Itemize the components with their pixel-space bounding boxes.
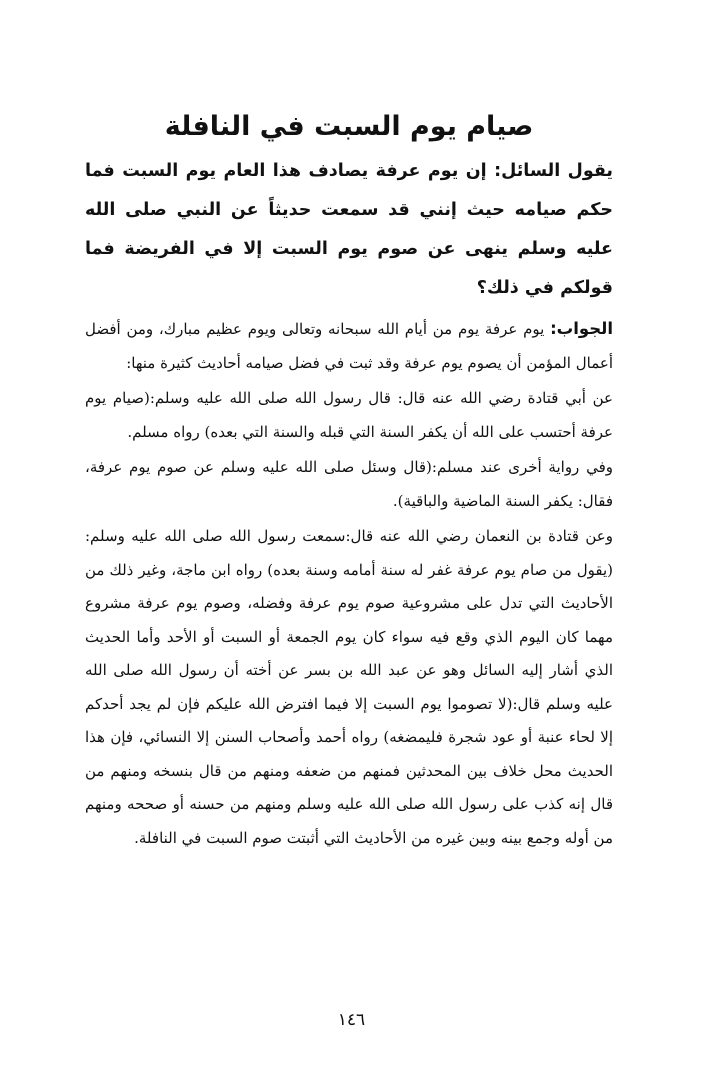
discussion-paragraph: وعن قتادة بن النعمان رضي الله عنه قال:سمعت رسول الله صلى الله عليه وسلم:(يقول من صام يوم عرفة غفر له سنة أمامه وسنة بعده) رواه ابن ماجة، وغير ذلك من الأحاديث التي تدل على مشروعية صوم يوم عرفة وفضله، وصوم يوم عرفة مشروع مهما كان اليوم الذي وقع فيه سواء كان يوم الجمعة أو السبت أو الأحد وأما الحديث الذي أشار إليه السائل وهو عن عبد الله بن بسر عن أخته أن رسول الله صلى الله عليه وسلم قال:(لا تصوموا يوم السبت إلا فيما افترض الله عليكم فإن لم يجد أحدكم إلا لحاء عنبة أو عود شجرة فليمضغه) رواه أحمد وأصحاب السنن إلا النسائي، فإن هذا الحديث محل خلاف بين المحدثين فمنهم من ضعفه ومنهم من قال بنسخه ومنهم من قال إنه كذب على رسول الله صلى الله عليه وسلم ومنهم من حسنه أو صححه ومنهم من أوله وجمع بينه وبين غيره من الأحاديث التي أثبتت صوم السبت في النافلة. (85, 527, 613, 847)
page-number: ١٤٦ (337, 1010, 366, 1030)
page-title: صيام يوم السبت في النافلة (164, 111, 534, 142)
answer-label: الجواب: (550, 319, 613, 338)
question-text: يقول السائل: إن يوم عرفة يصادف هذا العام يوم السبت فما حكم صيامه حيث إنني قد سمعت حديثاً عن النبي صلى الله عليه وسلم ينهى عن صوم يوم السبت إلا في الفريضة فما قولكم في ذلك؟ (85, 161, 613, 298)
hadith-paragraph-1: عن أبي قتادة رضي الله عنه قال: قال رسول الله صلى الله عليه وسلم:(صيام يوم عرفة أحتسب على الله أن يكفر السنة التي قبله والسنة التي بعده) رواه مسلم. (85, 389, 613, 441)
answer-intro-paragraph (85, 312, 613, 380)
answer-intro-text: يوم عرفة يوم من أيام الله سبحانه وتعالى ويوم عظيم مبارك، ومن أفضل أعمال المؤمن أن يصوم يوم عرفة وقد ثبت في فضل صيامه أحاديث كثيرة منها: (85, 320, 613, 372)
hadith-paragraph-2: وفي رواية أخرى عند مسلم:(قال وسئل صلى الله عليه وسلم عن صوم يوم عرفة، فقال: يكفر السنة الماضية والباقية). (85, 458, 613, 510)
page-content (85, 104, 613, 855)
